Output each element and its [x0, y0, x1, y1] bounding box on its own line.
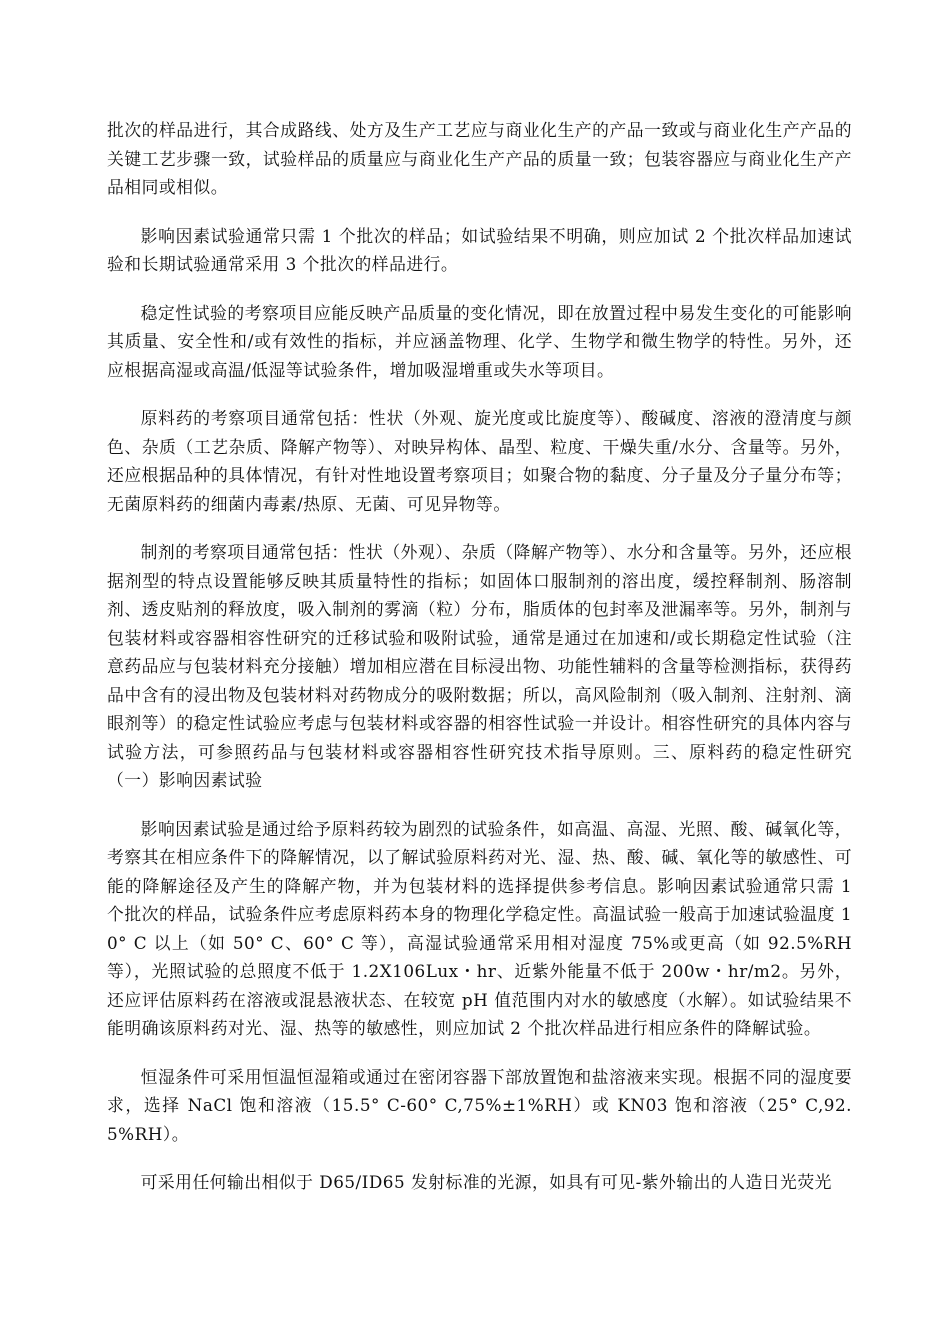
paragraph-stability-test-items: 稳定性试验的考察项目应能反映产品质量的变化情况，即在放置过程中易发生变化的可能影响其质量、安全性和/或有效性的指标，并应涵盖物理、化学、生物学和微生物学的特性。另外，还应根据高湿或高温/低湿等试验条件，增加吸湿增重或失水等项目。	[107, 302, 852, 380]
paragraph-constant-humidity: 恒湿条件可采用恒温恒湿箱或通过在密闭容器下部放置饱和盐溶液来实现。根据不同的湿度要求，选择 NaCl 饱和溶液（15.5° C-60° C,75%±1%RH）或 KN03 饱和溶液（25° C,92.5%RH）。	[107, 1066, 852, 1144]
paragraph-api-test-items: 原料药的考察项目通常包括：性状（外观、旋光度或比旋度等）、酸碱度、溶液的澄清度与颜色、杂质（工艺杂质、降解产物等）、对映异构体、晶型、粒度、干燥失重/水分、含量等。另外，还应根据品种的具体情况，有针对性地设置考察项目；如聚合物的黏度、分子量及分子量分布等；无菌原料药的细菌内毒素/热原、无菌、可见异物等。	[107, 408, 852, 514]
document-body	[107, 116, 852, 1217]
paragraph-light-source: 可采用任何输出相似于 D65/ID65 发射标准的光源，如具有可见-紫外输出的人造日光荧光	[140, 1172, 832, 1192]
paragraph-preparation-test-items: 制剂的考察项目通常包括：性状（外观）、杂质（降解产物等）、水分和含量等。另外，还应根据剂型的特点设置能够反映其质量特性的指标；如固体口服制剂的溶出度，缓控释制剂、肠溶制剂、透皮贴剂的释放度，吸入制剂的雾滴（粒）分布，脂质体的包封率及泄漏率等。另外，制剂与包装材料或容器相容性研究的迁移试验和吸附试验，通常是通过在加速和/或长期稳定性试验（注意药品应与包装材料充分接触）增加相应潜在目标浸出物、功能性辅料的含量等检测指标，获得药品中含有的浸出物及包装材料对药物成分的吸附数据；所以，高风险制剂（吸入制剂、注射剂、滴眼剂等）的稳定性试验应考虑与包装材料或容器的相容性试验一并设计。相容性研究的具体内容与试验方法，可参照药品与包装材料或容器相容性研究技术指导原则。三、原料药的稳定性研究（一）影响因素试验	[107, 542, 852, 790]
paragraph-influencing-factors-test: 影响因素试验是通过给予原料药较为剧烈的试验条件，如高温、高湿、光照、酸、碱氧化等，考察其在相应条件下的降解情况，以了解试验原料药对光、湿、热、酸、碱、氧化等的敏感性、可能的降解途径及产生的降解产物，并为包装材料的选择提供参考信息。影响因素试验通常只需 1 个批次的样品，试验条件应考虑原料药本身的物理化学稳定性。高温试验一般高于加速试验温度 10° C 以上（如 50° C、60° C 等），高湿试验通常采用相对湿度 75%或更高（如 92.5%RH 等），光照试验的总照度不低于 1.2X106Lux・hr、近紫外能量不低于 200w・hr/m2。另外，还应评估原料药在溶液或混悬液状态、在较宽 pH 值范围内对水的敏感度（水解）。如试验结果不能明确该原料药对光、湿、热等的敏感性，则应加试 2 个批次样品进行相应条件的降解试验。	[107, 818, 852, 1038]
paragraph-influencing-factors-batches: 影响因素试验通常只需 1 个批次的样品；如试验结果不明确，则应加试 2 个批次样品加速试验和长期试验通常采用 3 个批次的样品进行。	[107, 225, 852, 274]
paragraph-batch-samples: 批次的样品进行，其合成路线、处方及生产工艺应与商业化生产的产品一致或与商业化生产产品的关键工艺步骤一致，试验样品的质量应与商业化生产产品的质量一致；包装容器应与商业化生产产品相同或相似。	[107, 120, 852, 197]
